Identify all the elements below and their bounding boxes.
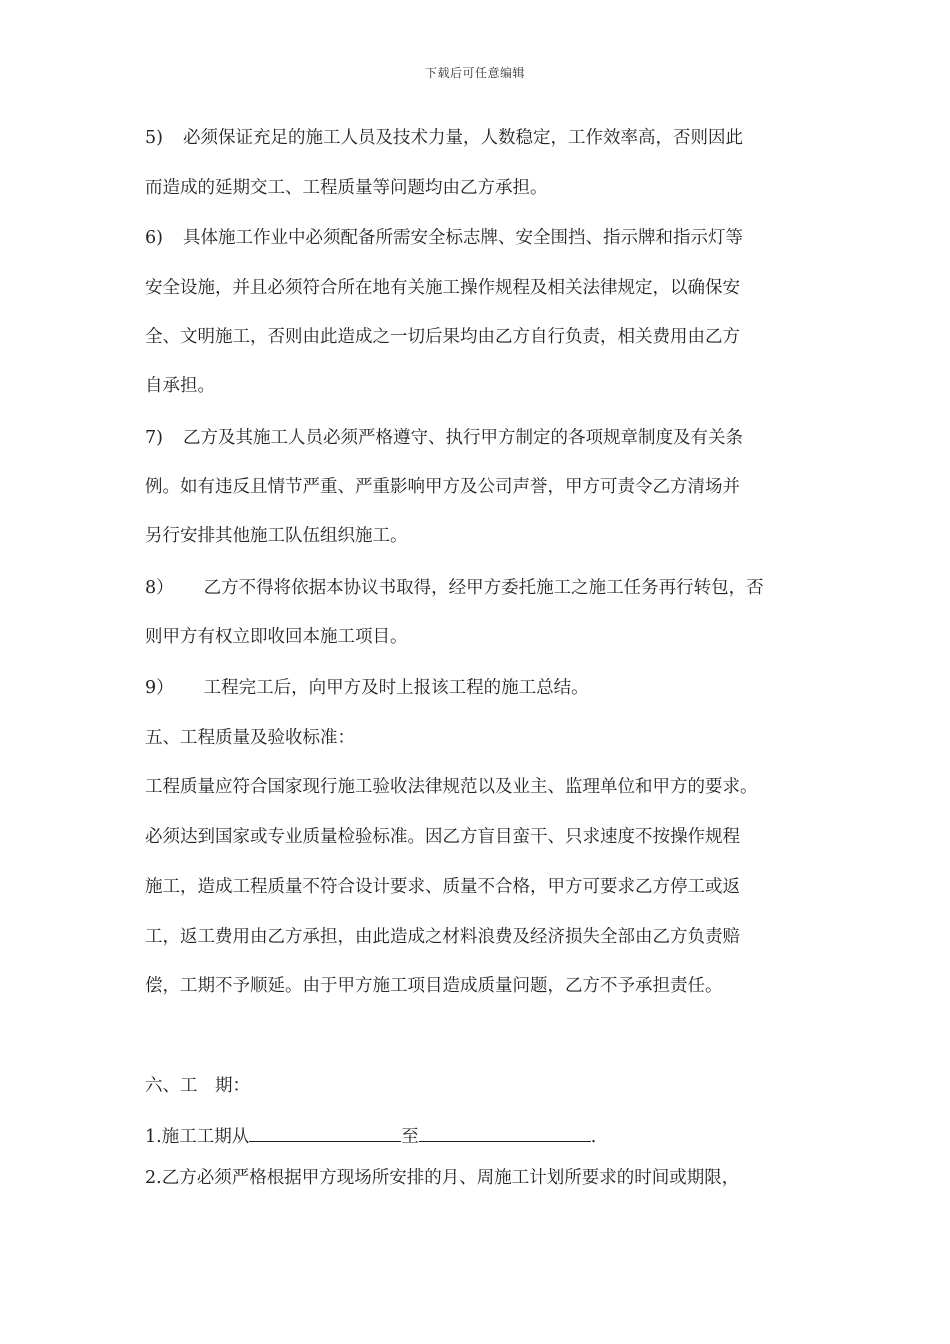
- item-9-number: 9）: [145, 678, 174, 698]
- item-7-line-3: 另行安排其他施工队伍组织施工。: [145, 526, 408, 546]
- section-6-heading: 六、工 期：: [145, 1076, 250, 1096]
- section-5-line-3: 施工，造成工程质量不符合设计要求、质量不合格，甲方可要求乙方停工或返: [145, 877, 740, 897]
- item-7-line-2: 例。如有违反且情节严重、严重影响甲方及公司声誉，甲方可责令乙方清场并: [145, 477, 740, 497]
- section-6-item-1: [145, 1123, 835, 1149]
- item-8-number: 8）: [145, 578, 174, 598]
- item-5-text-1: 必须保证充足的施工人员及技术力量，人数稳定，工作效率高，否则因此: [182, 128, 743, 148]
- item-6-line-4: 自承担。: [145, 376, 215, 396]
- item-6-line-1: [145, 226, 835, 250]
- item-7-text-1: 乙方及其施工人员必须严格遵守、执行甲方制定的各项规章制度及有关条: [182, 428, 743, 448]
- section-6-item-1-mid: 至: [401, 1127, 419, 1147]
- end-date-blank[interactable]: [419, 1123, 591, 1142]
- item-5-line-2: 而造成的延期交工、工程质量等问题均由乙方承担。: [145, 178, 548, 198]
- section-6-item-2: 2.乙方必须严格根据甲方现场所安排的月、周施工计划所要求的时间或期限，: [145, 1168, 740, 1188]
- page-header: 下载后可任意编辑: [424, 66, 525, 80]
- item-7-line-1: [145, 426, 835, 450]
- section-6-item-1-prefix: 1.施工工期从: [145, 1127, 250, 1147]
- start-date-blank[interactable]: [249, 1123, 401, 1142]
- section-5-line-4: 工，返工费用由乙方承担，由此造成之材料浪费及经济损失全部由乙方负责赔: [145, 927, 740, 947]
- item-6-number: 6): [145, 228, 163, 248]
- section-6-item-1-end: .: [590, 1127, 597, 1147]
- item-8-line-1: [145, 576, 835, 600]
- item-8-line-2: 则甲方有权立即收回本施工项目。: [145, 627, 408, 647]
- item-6-line-3: 全、文明施工，否则由此造成之一切后果均由乙方自行负责，相关费用由乙方: [145, 327, 740, 347]
- item-5-line-1: [145, 126, 835, 150]
- section-5-line-5: 偿，工期不予顺延。由于甲方施工项目造成质量问题，乙方不予承担责任。: [145, 976, 723, 996]
- item-8-text-1: 乙方不得将依据本协议书取得，经甲方委托施工之施工任务再行转包，否: [203, 578, 764, 598]
- section-5-heading: 五、工程质量及验收标准：: [145, 728, 355, 748]
- item-9-line-1: [145, 676, 835, 700]
- item-6-text-1: 具体施工作业中必须配备所需安全标志牌、安全围挡、指示牌和指示灯等: [182, 228, 743, 248]
- item-5-number: 5): [145, 128, 163, 148]
- item-6-line-2: 安全设施，并且必须符合所在地有关施工操作规程及相关法律规定，以确保安: [145, 278, 740, 298]
- section-5-line-1: 工程质量应符合国家现行施工验收法律规范以及业主、监理单位和甲方的要求。: [145, 777, 758, 797]
- section-5-line-2: 必须达到国家或专业质量检验标准。因乙方盲目蛮干、只求速度不按操作规程: [145, 827, 740, 847]
- item-9-text-1: 工程完工后，向甲方及时上报该工程的施工总结。: [203, 678, 589, 698]
- item-7-number: 7): [145, 428, 163, 448]
